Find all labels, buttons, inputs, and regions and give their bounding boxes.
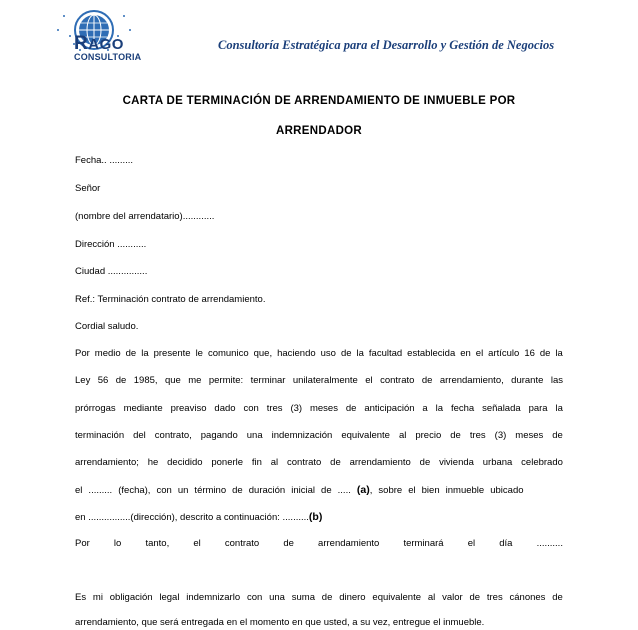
word: una (269, 592, 285, 603)
word: uso (320, 348, 336, 359)
word: unilateralmente (292, 375, 358, 386)
paragraph-line (75, 348, 563, 360)
word: vivienda (439, 457, 474, 468)
word: le (195, 348, 203, 359)
word: suma (291, 592, 315, 603)
word: el (475, 348, 484, 359)
word: con (243, 403, 259, 414)
word: arrendamiento (318, 538, 380, 549)
word: anticipación (364, 403, 415, 414)
word: preaviso (170, 403, 207, 414)
word: de (419, 457, 431, 468)
placeholder-mark-b: (b) (308, 511, 323, 523)
word: obligación (109, 592, 153, 603)
word: del (133, 430, 146, 441)
word: (3) (290, 403, 303, 414)
paragraph-text: en ................(dirección), descrito a continuación: .......... (75, 512, 309, 523)
paragraph-line (75, 457, 563, 469)
paragraph-line: arrendamiento, que será entregada en el momento en que usted, a su vez, entregue el inmueble. (75, 617, 485, 628)
logo-subtitle: CONSULTORIA (74, 52, 142, 62)
word: de (450, 430, 461, 441)
word: de (421, 375, 433, 386)
word: mediante (123, 403, 163, 414)
paragraph-line-with-mark-a (75, 484, 563, 497)
word: arrendamiento, (439, 375, 504, 386)
paragraph-line (75, 403, 563, 415)
word: las (550, 375, 563, 386)
paragraph-line (75, 375, 563, 387)
word: en (460, 348, 471, 359)
word: de (552, 592, 563, 603)
word: indemnización (271, 430, 333, 441)
company-logo (74, 33, 142, 62)
word: la (141, 348, 149, 359)
word: el (365, 375, 373, 386)
word: .......... (536, 538, 563, 549)
word: valor (442, 592, 463, 603)
word: contrato (380, 375, 415, 386)
word: celebrado (521, 457, 563, 468)
word: la (356, 348, 364, 359)
word: urbana (482, 457, 513, 468)
word: la (555, 348, 563, 359)
word: terminación (75, 430, 125, 441)
word: haciendo (277, 348, 316, 359)
word: arrendamiento; (75, 457, 139, 468)
word: que, (253, 348, 273, 359)
word: dinero (339, 592, 366, 603)
termination-date-line (75, 538, 563, 550)
word: facultad (368, 348, 403, 359)
word: dado (214, 403, 236, 414)
paragraph-text: el ......... (fecha), con un término de duración inicial de ..... (75, 485, 351, 496)
word: equivalente (341, 430, 390, 441)
word: Es (75, 592, 87, 603)
word: durante (511, 375, 544, 386)
word: meses (515, 430, 544, 441)
reference-line: Ref.: Terminación contrato de arrendamiento. (75, 294, 266, 305)
word: Ley (75, 375, 91, 386)
word: que (164, 375, 181, 386)
paragraph-line-with-mark-b (75, 511, 563, 524)
word: señalada (482, 403, 521, 414)
word: pagando (200, 430, 238, 441)
word: con (246, 592, 263, 603)
word: de (330, 457, 341, 468)
word: decidido (167, 457, 203, 468)
word: comunico (207, 348, 249, 359)
word: equivalente (372, 592, 422, 603)
word: (3) (494, 430, 507, 441)
word: indemnizarlo (186, 592, 241, 603)
word: contrato (224, 538, 260, 549)
word: precio (415, 430, 442, 441)
word: he (147, 457, 159, 468)
word: de (115, 375, 127, 386)
paragraph-line (75, 592, 563, 604)
word: la (435, 403, 444, 414)
word: fin (251, 457, 262, 468)
word: tres (266, 403, 283, 414)
word: fecha (450, 403, 475, 414)
word: arrendamiento (349, 457, 411, 468)
word: presente (153, 348, 191, 359)
word: contrato, (154, 430, 192, 441)
word: de (340, 348, 352, 359)
tenant-name-line: (nombre del arrendatario)............ (75, 211, 215, 222)
word: 56 (97, 375, 109, 386)
word: una (246, 430, 263, 441)
word: el (193, 538, 201, 549)
word: la (555, 403, 563, 414)
word: establecida (407, 348, 456, 359)
word: meses (309, 403, 338, 414)
word: al (427, 592, 436, 603)
word: terminará (403, 538, 444, 549)
word: tanto, (145, 538, 170, 549)
city-line: Ciudad ............... (75, 266, 148, 277)
logo-name: RAGO (74, 33, 124, 54)
word: de (552, 430, 563, 441)
word: artículo (488, 348, 520, 359)
paragraph-line (75, 430, 563, 442)
date-line: Fecha.. ......... (75, 155, 134, 166)
word: mi (92, 592, 103, 603)
word: Por (75, 538, 90, 549)
placeholder-mark-a: (a) (356, 484, 370, 496)
word: Por (75, 348, 90, 359)
word: de (539, 348, 551, 359)
word: a (422, 403, 428, 414)
word: día (499, 538, 513, 549)
salutation-recipient: Señor (75, 183, 101, 194)
header-tagline: Consultoría Estratégica para el Desarrollo y Gestión de Negocios (218, 38, 555, 52)
word: lo (113, 538, 122, 549)
word: 16 (524, 348, 535, 359)
word: de (345, 403, 357, 414)
word: tres (486, 592, 503, 603)
word: 1985, (133, 375, 158, 386)
paragraph-text: , sobre el bien inmueble ubicado (369, 485, 524, 496)
document-title-line-2: ARRENDADOR (275, 125, 363, 137)
word: de (283, 538, 294, 549)
word: permite: (208, 375, 244, 386)
word: de (469, 592, 481, 603)
address-line: Dirección ........... (75, 239, 147, 250)
word: al (270, 457, 279, 468)
word: me (188, 375, 202, 386)
document-title-line-1: CARTA DE TERMINACIÓN DE ARRENDAMIENTO DE INMUEBLE POR (122, 95, 516, 107)
word: para (528, 403, 548, 414)
greeting-line: Cordial saludo. (75, 321, 139, 332)
word: al (398, 430, 407, 441)
word: contrato (287, 457, 322, 468)
word: de (321, 592, 333, 603)
word: legal (159, 592, 180, 603)
word: medio (94, 348, 121, 359)
word: ponerle (211, 457, 244, 468)
word: el (467, 538, 476, 549)
word: prórrogas (75, 403, 116, 414)
word: cánones (509, 592, 546, 603)
word: terminar (250, 375, 286, 386)
word: tres (469, 430, 486, 441)
word: de (125, 348, 137, 359)
